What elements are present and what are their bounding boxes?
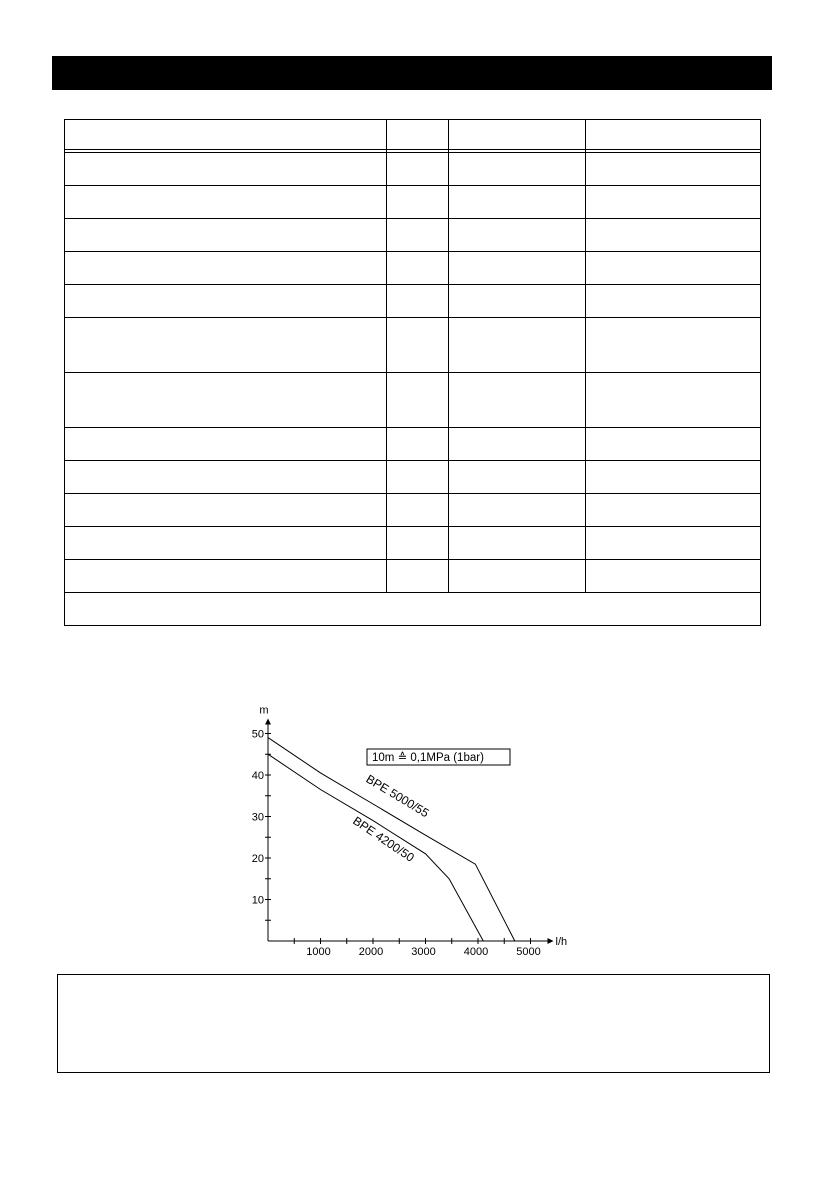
y-axis-arrow [265,719,271,725]
series-label-2: BPE 4200/50 [350,813,417,865]
y-tick-label: 40 [251,770,264,782]
table-row [65,219,761,252]
table-row [65,461,761,494]
table-row [65,494,761,527]
pump-curve-chart [230,700,590,965]
y-axis-label: m [259,704,269,717]
pump-curve-svg [230,700,590,965]
table-header-row [65,120,761,150]
table-row [65,527,761,560]
table-row [65,428,761,461]
y-tick-label: 20 [251,853,264,865]
table-row [65,373,761,428]
series-label-1: BPE 5000/55 [363,771,432,821]
table-row [65,186,761,219]
x-tick-label: 2000 [358,946,384,958]
section-header-bar [52,56,772,90]
x-tick-label: 4000 [463,946,489,958]
technical-data-table [64,119,761,626]
x-tick-label: 3000 [411,946,436,958]
table-row [65,285,761,318]
note-box [57,974,770,1073]
y-tick-label: 30 [251,811,264,824]
x-axis-arrow [548,938,554,944]
table-row [65,153,761,186]
table-row [65,318,761,373]
x-axis-label: l/h [555,936,568,948]
x-tick-label: 1000 [306,946,331,958]
x-tick-label: 5000 [516,946,541,958]
table-row [65,252,761,285]
table-footer-row [65,593,761,626]
y-tick-label: 50 [251,728,264,741]
y-tick-label: 10 [251,894,264,907]
table-row [65,560,761,593]
annotation-text: 10m ≙ 0,1MPa (1bar) [372,752,484,764]
